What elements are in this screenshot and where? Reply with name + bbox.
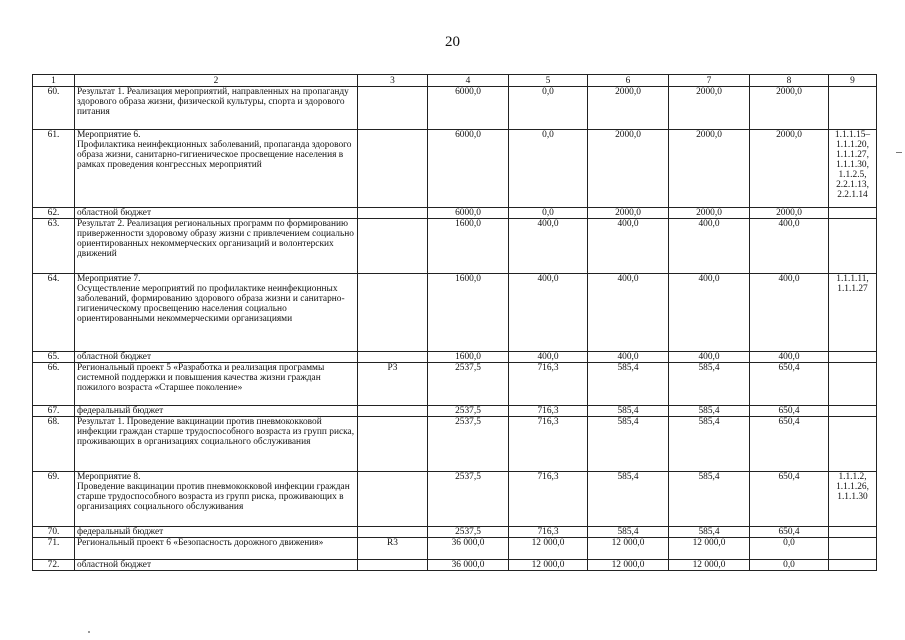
- value-cell: 1600,0: [428, 274, 509, 352]
- description-cell: федеральный бюджет: [75, 406, 358, 417]
- value-cell: 716,3: [509, 417, 588, 472]
- value-cell: 12 000,0: [588, 560, 669, 571]
- value-cell: 650,4: [750, 472, 829, 527]
- value-cell: 12 000,0: [509, 538, 588, 560]
- value-cell: 2000,0: [588, 130, 669, 208]
- value-cell: 2000,0: [588, 87, 669, 130]
- row-number-cell: 68.: [33, 417, 75, 472]
- row-number-cell: 65.: [33, 352, 75, 363]
- value-cell: 0,0: [509, 130, 588, 208]
- value-cell: 400,0: [669, 219, 750, 274]
- value-cell: 6000,0: [428, 208, 509, 219]
- value-cell: 2000,0: [669, 87, 750, 130]
- table-row: [33, 130, 877, 208]
- header-cell: 4: [428, 75, 509, 87]
- value-cell: 1600,0: [428, 219, 509, 274]
- description-cell: Результат 2. Реализация региональных программ по формированию приверженности здоровому образу жизни с привлечением социально ориентированных некоммерческих организаций и волонтерских движений: [75, 219, 358, 274]
- page-number: 20: [445, 34, 460, 50]
- value-cell: 0,0: [750, 538, 829, 560]
- value-cell: 2000,0: [750, 208, 829, 219]
- value-cell: 2537,5: [428, 363, 509, 406]
- value-cell: 400,0: [750, 219, 829, 274]
- description-cell: Результат 1. Проведение вакцинации против пневмококковой инфекции граждан старше трудоспособного возраста из групп риска, проживающих в организациях социального обслуживания: [75, 417, 358, 472]
- reference-cell: [829, 417, 877, 472]
- reference-cell: 1.1.1.2, 1.1.1.26, 1.1.1.30: [829, 472, 877, 527]
- code-cell: [358, 560, 428, 571]
- value-cell: 2000,0: [669, 208, 750, 219]
- value-cell: 585,4: [588, 527, 669, 538]
- value-cell: 400,0: [588, 352, 669, 363]
- code-cell: R3: [358, 538, 428, 560]
- code-cell: P3: [358, 363, 428, 406]
- value-cell: 2537,5: [428, 472, 509, 527]
- header-cell: 8: [750, 75, 829, 87]
- header-cell: 1: [33, 75, 75, 87]
- value-cell: 650,4: [750, 406, 829, 417]
- value-cell: 2537,5: [428, 417, 509, 472]
- value-cell: 585,4: [669, 527, 750, 538]
- value-cell: 12 000,0: [509, 560, 588, 571]
- value-cell: 2537,5: [428, 406, 509, 417]
- value-cell: 585,4: [588, 417, 669, 472]
- value-cell: 650,4: [750, 527, 829, 538]
- table-header: [33, 75, 877, 87]
- budget-table: [32, 74, 877, 571]
- value-cell: 0,0: [509, 208, 588, 219]
- code-cell: [358, 274, 428, 352]
- row-number-cell: 71.: [33, 538, 75, 560]
- header-cell: 2: [75, 75, 358, 87]
- row-number-cell: 67.: [33, 406, 75, 417]
- description-cell: Региональный проект 5 «Разработка и реализация программы системной поддержки и повышения качества жизни граждан пожилого возраста «Старшее поколение»: [75, 363, 358, 406]
- reference-cell: [829, 219, 877, 274]
- code-cell: [358, 130, 428, 208]
- table-body: [33, 87, 877, 571]
- value-cell: 2000,0: [588, 208, 669, 219]
- row-number-cell: 62.: [33, 208, 75, 219]
- description-cell: Мероприятие 8. Проведение вакцинации против пневмококковой инфекции граждан старше трудоспособного возраста из групп риска, проживающих в организациях социального обслуживания: [75, 472, 358, 527]
- value-cell: 716,3: [509, 363, 588, 406]
- value-cell: 0,0: [509, 87, 588, 130]
- header-cell: 6: [588, 75, 669, 87]
- reference-cell: [829, 87, 877, 130]
- reference-cell: [829, 352, 877, 363]
- table-row: [33, 406, 877, 417]
- reference-cell: 1.1.1.15– 1.1.1.20, 1.1.1.27, 1.1.1.30, 1.1.2.5, 2.2.1.13, 2.2.1.14: [829, 130, 877, 208]
- description-cell: областной бюджет: [75, 560, 358, 571]
- value-cell: 400,0: [509, 352, 588, 363]
- code-cell: [358, 87, 428, 130]
- value-cell: 400,0: [588, 274, 669, 352]
- header-cell: 5: [509, 75, 588, 87]
- value-cell: 585,4: [588, 406, 669, 417]
- reference-cell: [829, 208, 877, 219]
- table-row: [33, 417, 877, 472]
- description-cell: областной бюджет: [75, 352, 358, 363]
- table-row: [33, 219, 877, 274]
- value-cell: 400,0: [669, 274, 750, 352]
- code-cell: [358, 417, 428, 472]
- row-number-cell: 61.: [33, 130, 75, 208]
- value-cell: 36 000,0: [428, 538, 509, 560]
- code-cell: [358, 472, 428, 527]
- table-row: [33, 87, 877, 130]
- code-cell: [358, 208, 428, 219]
- code-cell: [358, 527, 428, 538]
- value-cell: 0,0: [750, 560, 829, 571]
- value-cell: 585,4: [669, 406, 750, 417]
- reference-cell: [829, 538, 877, 560]
- reference-cell: [829, 527, 877, 538]
- value-cell: 2000,0: [750, 130, 829, 208]
- code-cell: [358, 352, 428, 363]
- value-cell: 12 000,0: [588, 538, 669, 560]
- value-cell: 650,4: [750, 363, 829, 406]
- table-row: [33, 527, 877, 538]
- table-row: [33, 208, 877, 219]
- row-number-cell: 64.: [33, 274, 75, 352]
- value-cell: 6000,0: [428, 130, 509, 208]
- header-cell: 3: [358, 75, 428, 87]
- table-row: [33, 274, 877, 352]
- description-cell: Результат 1. Реализация мероприятий, направленных на пропаганду здорового образа жизни, физической культуры, спорта и здорового питания: [75, 87, 358, 130]
- value-cell: 12 000,0: [669, 538, 750, 560]
- reference-cell: [829, 406, 877, 417]
- reference-cell: [829, 560, 877, 571]
- description-cell: Мероприятие 7. Осуществление мероприятий по профилактике неинфекционных заболеваний, формированию здорового образа жизни и санитарно-гигиеническому просвещению населения социально ориентированными некоммерческими организациями: [75, 274, 358, 352]
- table-row: [33, 363, 877, 406]
- description-cell: областной бюджет: [75, 208, 358, 219]
- value-cell: 650,4: [750, 417, 829, 472]
- margin-mark: [896, 152, 902, 153]
- value-cell: 716,3: [509, 472, 588, 527]
- value-cell: 716,3: [509, 406, 588, 417]
- table-row: [33, 472, 877, 527]
- row-number-cell: 70.: [33, 527, 75, 538]
- value-cell: 2000,0: [750, 87, 829, 130]
- value-cell: 400,0: [509, 219, 588, 274]
- description-cell: Региональный проект 6 «Безопасность дорожного движения»: [75, 538, 358, 560]
- header-row: [33, 75, 877, 87]
- value-cell: 716,3: [509, 527, 588, 538]
- scan-dot: [88, 631, 90, 633]
- header-cell: 9: [829, 75, 877, 87]
- reference-cell: [829, 363, 877, 406]
- row-number-cell: 63.: [33, 219, 75, 274]
- row-number-cell: 69.: [33, 472, 75, 527]
- table-row: [33, 352, 877, 363]
- row-number-cell: 72.: [33, 560, 75, 571]
- value-cell: 12 000,0: [669, 560, 750, 571]
- code-cell: [358, 219, 428, 274]
- value-cell: 400,0: [750, 352, 829, 363]
- value-cell: 400,0: [669, 352, 750, 363]
- value-cell: 400,0: [588, 219, 669, 274]
- description-cell: федеральный бюджет: [75, 527, 358, 538]
- description-cell: Мероприятие 6. Профилактика неинфекционных заболеваний, пропаганда здорового образа жизни, санитарно-гигиеническое просвещение населения в рамках проведения конгрессных мероприятий: [75, 130, 358, 208]
- value-cell: 585,4: [669, 363, 750, 406]
- value-cell: 36 000,0: [428, 560, 509, 571]
- value-cell: 6000,0: [428, 87, 509, 130]
- value-cell: 400,0: [509, 274, 588, 352]
- value-cell: 585,4: [588, 472, 669, 527]
- value-cell: 585,4: [588, 363, 669, 406]
- table-row: [33, 538, 877, 560]
- value-cell: 2000,0: [669, 130, 750, 208]
- value-cell: 400,0: [750, 274, 829, 352]
- row-number-cell: 66.: [33, 363, 75, 406]
- table-row: [33, 560, 877, 571]
- value-cell: 585,4: [669, 417, 750, 472]
- value-cell: 1600,0: [428, 352, 509, 363]
- value-cell: 2537,5: [428, 527, 509, 538]
- value-cell: 585,4: [669, 472, 750, 527]
- row-number-cell: 60.: [33, 87, 75, 130]
- code-cell: [358, 406, 428, 417]
- header-cell: 7: [669, 75, 750, 87]
- reference-cell: 1.1.1.11, 1.1.1.27: [829, 274, 877, 352]
